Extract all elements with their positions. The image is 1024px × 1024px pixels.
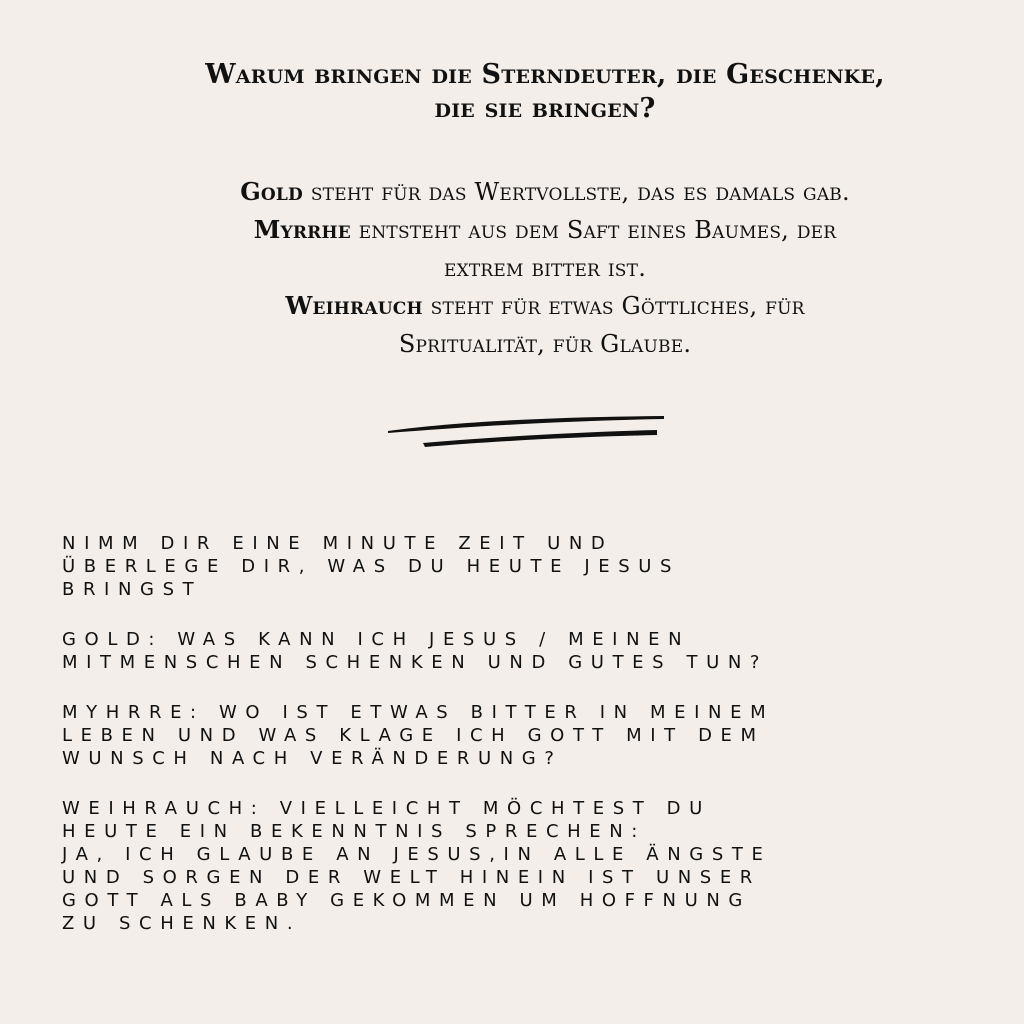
gift-weihrauch-name: Weihrauch [285, 291, 423, 320]
reflection-weihrauch: WEIHRAUCH: VIELLEICHT MÖCHTEST DU HEUTE EIN BEKENNTNIS SPRECHEN: JA, ICH GLAUBE AN JESUS,IN ALLE ÄNGSTE UND SORGEN DER WELT HINEIN IST UNSER GOTT ALS BABY GEKOMMEN UM HOFFNUNG ZU SCHENKEN. [62, 798, 772, 934]
gift-gold-name: Gold [240, 177, 303, 206]
heading-line-1: Warum bringen die Sterndeuter, die Geschenke, [205, 59, 885, 90]
gift-gold [100, 173, 990, 211]
gift-myrrhe [100, 211, 990, 249]
gift-myrrhe-continuation: extrem bitter ist. [443, 254, 647, 282]
gift-weihrauch [100, 287, 990, 325]
brush-stroke-divider [385, 408, 670, 448]
gift-gold-text: steht für das Wertvollste, das es damals gab. [303, 178, 850, 206]
gift-weihrauch-continuation: Spritualität, für Glaube. [398, 330, 692, 358]
reflection-myhrre: MYHRRE: WO IST ETWAS BITTER IN MEINEM LEBEN UND WAS KLAGE ICH GOTT MIT DEM WUNSCH NACH VERÄNDERUNG? [62, 702, 775, 769]
gift-myrrhe-text: entsteht aus dem Saft eines Baumes, der [350, 216, 837, 244]
gift-weihrauch-text: steht für etwas Göttliches, für [422, 292, 805, 320]
heading [100, 58, 990, 126]
gift-meanings [100, 173, 990, 363]
reflection-text [62, 532, 972, 962]
reflection-gold: GOLD: WAS KANN ICH JESUS / MEINEN MITMENSCHEN SCHENKEN UND GUTES TUN? [62, 629, 769, 673]
reflection-intro: NIMM DIR EINE MINUTE ZEIT UND ÜBERLEGE DIR, WAS DU HEUTE JESUS BRINGST [62, 533, 681, 600]
heading-line-2: die sie bringen? [434, 93, 656, 124]
gift-myrrhe-name: Myrrhe [253, 215, 351, 244]
